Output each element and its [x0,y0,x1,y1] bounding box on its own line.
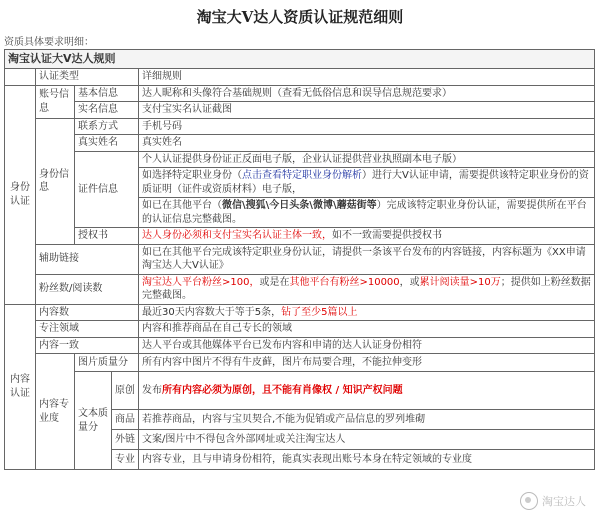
label-professional-level: 内容专业度 [36,354,75,470]
label-truename: 真实姓名 [75,135,139,152]
rule-cert-1: 个人认证提供身份证正反面电子版，企业认证提供营业执照副本电子版） [139,151,595,168]
label-goods: 商品 [112,410,139,430]
rule-consistency: 达人平台或其他媒体平台已发布内容和申请的达人认证身份相符 [139,337,595,354]
label-realname: 实名信息 [75,102,139,119]
label-fans: 粉丝数/阅读数 [36,274,139,304]
table-row [5,135,595,152]
label-text: 文本质量分 [75,372,112,470]
rule-goods: 若推荐商品，内容与宝贝契合,不能为促销或产品信息的罗列堆砌 [139,410,595,430]
label-link: 辅助链接 [36,244,139,274]
label-consistency: 内容一致 [36,337,139,354]
rule-count: 最近30天内容数大于等于5条，钻了至少5篇以上 [139,304,595,321]
specific-identity-link[interactable]: 点击查看特定职业身份解析 [242,170,362,181]
wechat-logo-icon [520,492,538,510]
category-identity: 身份认证 [5,85,36,304]
rule-contact: 手机号码 [139,118,595,135]
table-row [5,321,595,338]
page-title: 淘宝大V达人资质认证规范细则 [196,8,404,26]
rules-table [4,49,595,470]
table-row [5,69,595,86]
rule-domain: 内容和推荐商品在自己专长的领域 [139,321,595,338]
rule-fans: 淘宝达人平台粉丝>100，或是在其他平台有粉丝>10000，或累计阅读量>10万；提供如上粉丝数据完整截图。 [139,274,595,304]
rule-auth: 达人身份必须和支付宝实名认证主体一致，如不一致需要提供授权书 [139,228,595,245]
rule-basic: 达人昵称和头像符合基础规则（查看无低俗信息和误导信息规范要求） [139,85,595,102]
rule-external: 文案/图片中不得包含外部网址或关注淘宝达人 [139,430,595,450]
label-domain: 专注领域 [36,321,139,338]
table-row [5,337,595,354]
rule-original: 发布所有内容必须为原创，且不能有肖像权 / 知识产权问题 [139,372,595,410]
table-row [5,102,595,119]
label-image: 图片质量分 [75,354,139,372]
label-cert: 证件信息 [75,151,139,228]
label-professional: 专业 [112,450,139,470]
platform-list: 微信\搜狐\今日头条\微博\蘑菇街等 [222,200,377,211]
rule-cert-3: 如已在其他平台（微信\搜狐\今日头条\微博\蘑菇街等）完成该特定职业身份认证，需要提供所在平台的认证信息完整截图。 [139,198,595,228]
group-account: 账号信息 [36,85,75,118]
rule-cert-2: 如选择特定职业身份（点击查看特定职业身份解析）进行大V认证申请，需要提供该特定职业身份的资质证明（证件或资质材料）电子版， [139,168,595,198]
table-row [5,372,595,410]
table-row [5,85,595,102]
header-rule: 详细规则 [139,69,595,86]
table-row [5,151,595,168]
table-row [5,304,595,321]
rule-image: 所有内容中图片不得有牛皮藓，图片布局要合理，不能拉伸变形 [139,354,595,372]
rule-professional: 内容专业，且与申请身份相符，能真实表现出账号本身在特定领域的专业度 [139,450,595,470]
table-row [5,50,595,69]
table-row [5,354,595,372]
table-row [5,228,595,245]
category-content: 内容认证 [5,304,36,470]
label-auth: 授权书 [75,228,139,245]
label-contact: 联系方式 [75,118,139,135]
table-title: 淘宝认证大V达人规则 [5,50,595,69]
intro-text: 资质具体要求明细： [4,37,94,48]
label-count: 内容数 [36,304,139,321]
group-identity: 身份信息 [36,118,75,244]
label-external: 外链 [112,430,139,450]
label-basic: 基本信息 [75,85,139,102]
rule-realname: 支付宝实名认证截图 [139,102,595,119]
table-row [5,244,595,274]
rule-link: 如已在其他平台完成该特定职业身份认证，请提供一条该平台发布的内容链接，内容标题为《XX申请淘宝达人大V认证》 [139,244,595,274]
rule-truename: 真实姓名 [139,135,595,152]
label-original: 原创 [112,372,139,410]
watermark: 淘宝达人 [520,492,586,510]
table-row [5,274,595,304]
header-type: 认证类型 [36,69,139,86]
table-row [5,118,595,135]
